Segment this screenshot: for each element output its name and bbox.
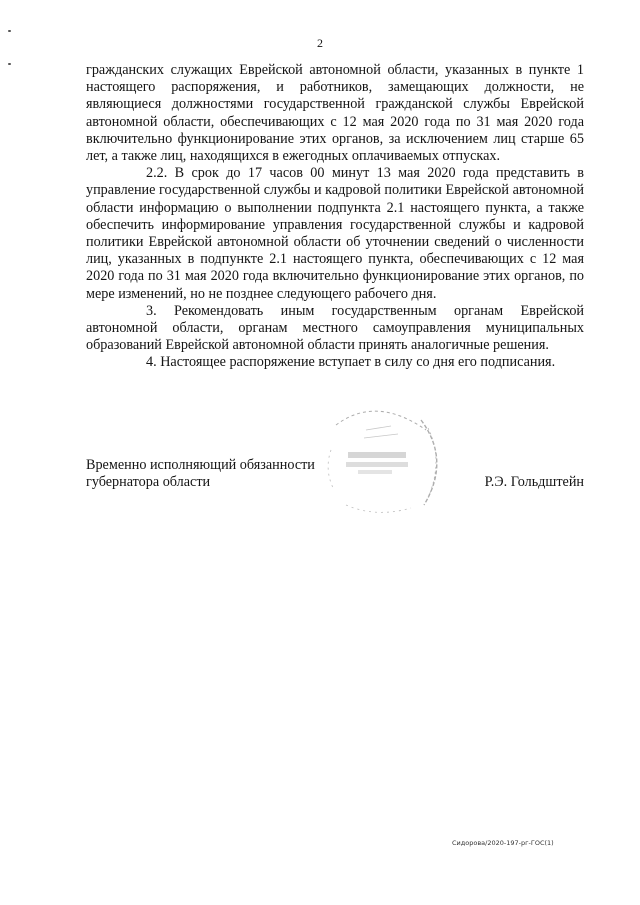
document-body (86, 62, 584, 372)
scan-mark (8, 30, 11, 32)
position-line-1: Временно исполняющий обязанности (86, 457, 315, 473)
paragraph-2-2: 2.2. В срок до 17 часов 00 минут 13 мая 2020 года представить в управление государственной службы и кадровой политики Еврейской автономной области информацию о выполнении подпункта 2.1 настоящего пункта, а также обеспечить информирование управления государственной службы и кадровой политики Еврейской автономной области об уточнении сведений о численности лиц, указанных в подпункте 2.1 настоящего пункта, обеспечивающих с 12 мая 2020 года по 31 мая 2020 года включительно функционирование этих органов, по мере изменений, но не позднее следующего рабочего дня. (86, 165, 584, 302)
position-line-2: губернатора области (86, 474, 211, 491)
paragraph-4: 4. Настоящее распоряжение вступает в силу со дня его подписания. (146, 354, 556, 371)
signature-block (86, 457, 584, 497)
page-number: 2 (317, 36, 323, 50)
signatory-position (86, 457, 315, 491)
scan-mark (8, 63, 11, 65)
paragraph-continuation: гражданских служащих Еврейской автономной области, указанных в пункте 1 настоящего распоряжения, и работников, замещающих должности, не являющиеся должностями государственной гражданской службы Еврейской автономной области, обеспечивающих с 12 мая 2020 года по 31 мая 2020 года включительно функционирование этих органов, за исключением лиц старше 65 лет, а также лиц, находящихся в ежегодных оплачиваемых отпусках. (86, 62, 584, 165)
paragraph-3: 3. Рекомендовать иным государственным органам Еврейской автономной области, органам местного самоуправления муниципальных образований Еврейской автономной области принять аналогичные решения. (86, 302, 584, 354)
document-footer-code: Сидорова/2020-197-рг-ГОС(1) (452, 839, 554, 847)
signatory-name: Р.Э. Гольдштейн (484, 474, 584, 490)
